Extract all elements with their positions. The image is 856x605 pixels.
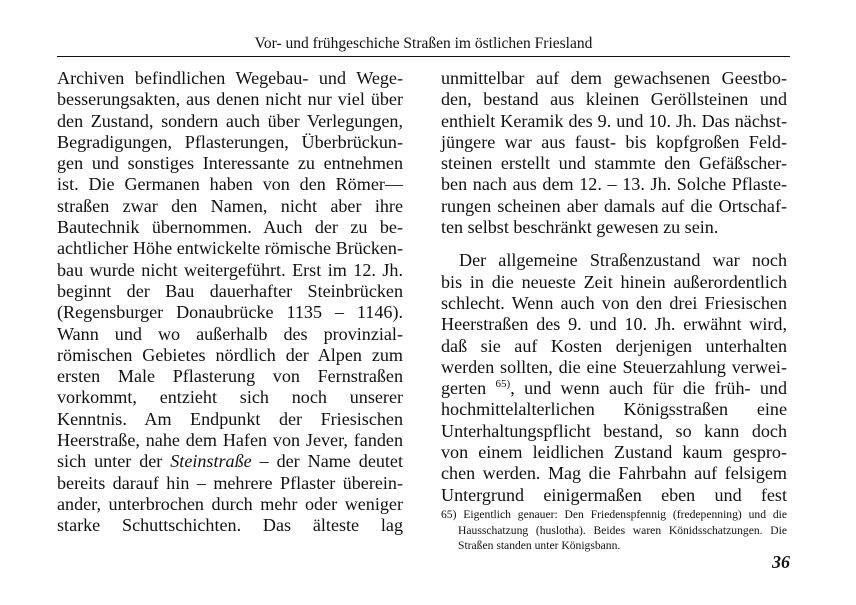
footnote-reference[interactable]: 65) [495,378,511,391]
text-segment: , und wenn auch für die früh- und [510,378,787,399]
right-column [441,68,787,506]
text-line: unmittelbar auf dem gewachsenen Geestbo- [441,68,787,88]
text-line: (Regensburger Donaubrücke 1135 – 1146). [57,302,403,323]
text-line: römischen Gebietes nördlich der Alpen zum [57,344,403,365]
footnote-line: 65) Eigentlich genauer: Den Friedenspfennig (fredepenning) und die [441,508,787,521]
italic-term: Steinstraße [170,451,252,472]
text-line: steinen erstellt und stammte den Gefäßscher- [441,153,787,174]
text-line: den Zustand, sondern auch über Verlegungen, [57,110,403,131]
text-line: gen und sonstiges Interessante zu entnehmen [57,153,403,174]
text-line: chen werden. Mag die Fahrbahn auf felsigem [441,463,787,484]
text-segment: sich unter der [57,451,163,472]
text-segment: gerten [441,378,487,399]
text-line [57,451,403,472]
text-line: Untergrund einigermaßen eben und fest [441,484,787,505]
text-line: von einem leidlichen Zustand kaum gespro- [441,442,787,463]
text-line: Archiven befindlichen Wegebau- und Wege- [57,68,403,88]
footnote-line: Hausschatzung (huslotha). Beides waren Könidsschatzungen. Die [458,523,787,537]
text-line: jüngere war aus faust- bis kopfgroßen Feld- [441,131,787,152]
running-header: Vor- und frühgeschiche Straßen im östlichen Friesland [254,35,593,52]
text-line: bereits darauf hin – mehrere Pflaster überein- [57,472,403,493]
text-line: enthielt Keramik des 9. und 10. Jh. Das nächst- [441,110,787,131]
text-line: hochmittelalterlichen Königsstraßen eine [441,399,787,420]
text-line: Heerstraßen des 9. und 10. Jh. erwähnt wird, [441,314,787,335]
text-line: Heerstraße, nahe dem Hafen von Jever, fanden [57,430,403,451]
text-line: werden sollten, die eine Steuerzahlung verwei- [441,356,787,377]
text-segment: – der Name deutet [259,451,403,472]
text-line: Kenntnis. Am Endpunkt der Friesischen [57,408,403,429]
footnote-line: Straßen standen unter Königsbann. [458,539,621,552]
text-line: ander, unterbrochen durch mehr oder weniger [57,493,403,514]
text-line: beginnt der Bau dauerhafter Steinbrücken [57,280,403,301]
text-line: Unterhaltungspflicht bestand, so kann doch [441,420,787,441]
text-line: straßen zwar den Namen, nicht aber ihre [57,195,403,216]
text-line: bau wurde nicht weitergeführt. Erst im 12. Jh. [57,259,403,280]
left-column [57,68,403,537]
header-rule [57,56,790,57]
text-line: starke Schuttschichten. Das älteste lag [57,515,403,536]
text-line: Begradigungen, Pflasterungen, Überbrückun- [57,131,403,152]
text-line: Bautechnik übernommen. Auch der zu be- [57,217,403,238]
footnote [441,507,787,554]
text-line: ben nach aus dem 12. – 13. Jh. Solche Pflaste- [441,174,787,195]
text-line: den, bestand aus kleinen Geröllsteinen und [441,89,787,110]
text-line: vorkommt, entzieht sich noch unserer [57,387,403,408]
text-line: Der allgemeine Straßenzustand war noch [459,250,787,271]
text-line: Wann und wo außerhalb des provinzial- [57,323,403,344]
text-line: rungen scheinen aber damals auf die Ortschaf- [441,195,787,216]
text-line: bis in die neueste Zeit hinein außerordentlich [441,271,787,292]
text-line: achtlicher Höhe entwickelte römische Brücken- [57,238,403,259]
text-line: ist. Die Germanen haben von den Römer— [57,174,403,195]
page-number: 36 [772,552,790,572]
text-line: ten selbst beschränkt gewesen zu sein. [441,217,719,238]
text-line [441,378,787,399]
text-line: ersten Male Pflasterung von Fernstraßen [57,366,403,387]
text-line: besserungsakten, aus denen nicht nur viel über [57,89,403,110]
text-line: daß sie auf Kosten derjenigen unterhalten [441,335,787,356]
text-line: schlecht. Wenn auch von den drei Friesischen [441,292,787,313]
